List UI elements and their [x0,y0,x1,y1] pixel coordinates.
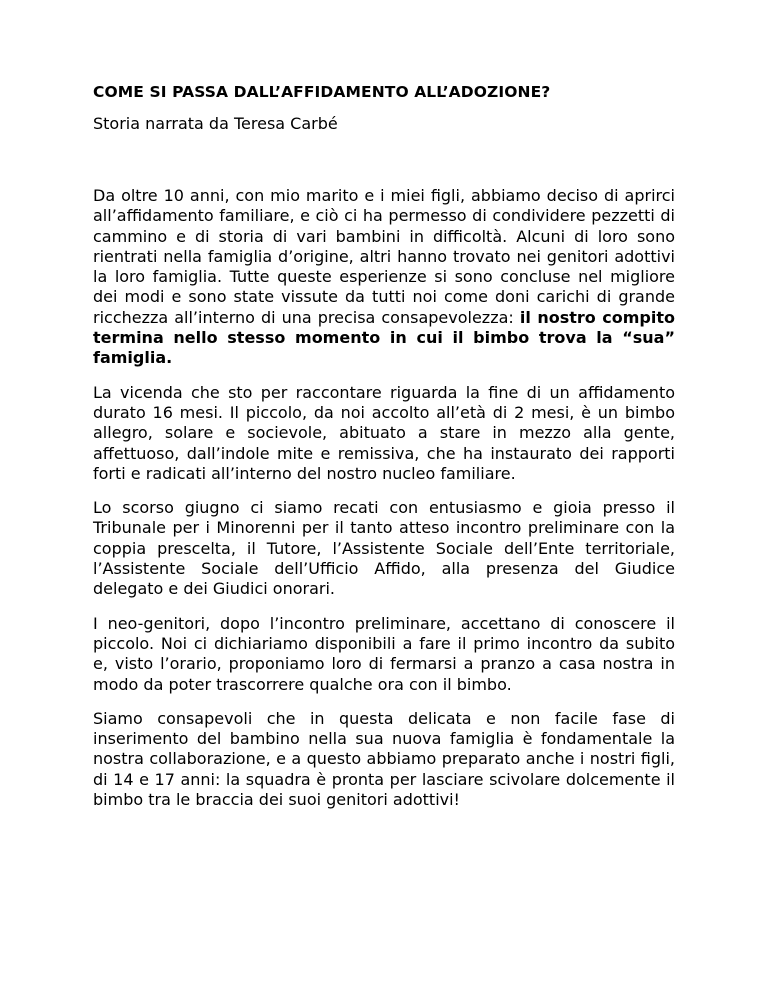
paragraph-3: Lo scorso giugno ci siamo recati con entusiasmo e gioia presso il Tribunale per i Minorenni per il tanto atteso incontro preliminare con la coppia prescelta, il Tutore, l’Assistente Sociale dell’Ente territoriale, l’Assistente Sociale dell’Ufficio Affido, alla presenza del Giudice delegato e dei Giudici onorari. [93,498,675,599]
paragraph-5: Siamo consapevoli che in questa delicata e non facile fase di inserimento del bambino nella sua nuova famiglia è fondamentale la nostra collaborazione, e a questo abbiamo preparato anche i nostri figli, di 14 e 17 anni: la squadra è pronta per lasciare scivolare dolcemente il bimbo tra le braccia dei suoi genitori adottivi! [93,708,675,810]
paragraph-1-text: Da oltre 10 anni, con mio marito e i miei figli, abbiamo deciso di aprirci all’affidamento familiare, e ciò ci ha permesso di condividere pezzetti di cammino e di storia di vari bambini in difficoltà. Alcuni di loro sono rientrati nella famiglia d’origine, altri hanno trovato nei genitori adottivi la loro famiglia. Tutte queste esperienze si sono concluse nel migliore dei modi e sono state vissute da tutti noi come doni carichi di grande ricchezza all’interno di una precisa consapevolezza: [93,186,675,327]
document-title: COME SI PASSA DALL’AFFIDAMENTO ALL’ADOZIONE? [93,83,551,101]
paragraph-4: I neo-genitori, dopo l’incontro preliminare, accettano di conoscere il piccolo. Noi ci dichiariamo disponibili a fare il primo incontro da subito e, visto l’orario, proponiamo loro di fermarsi a pranzo a casa nostra in modo da poter trascorrere qualche ora con il bimbo. [93,613,675,694]
paragraph-1 [93,186,675,369]
paragraph-1-bold-text: il nostro compito termina nello stesso momento in cui il bimbo trova la “sua” famiglia. [93,307,675,368]
paragraph-2: La vicenda che sto per raccontare riguarda la fine di un affidamento durato 16 mesi. Il piccolo, da noi accolto all’età di 2 mesi, è un bimbo allegro, solare e socievole, abituato a stare in mezzo alla gente, affettuoso, dall’indole mite e remissiva, che ha instaurato dei rapporti forti e radicati all’interno del nostro nucleo familiare. [93,382,675,483]
document-page [93,82,675,824]
document-subtitle: Storia narrata da Teresa Carbé [93,114,338,133]
